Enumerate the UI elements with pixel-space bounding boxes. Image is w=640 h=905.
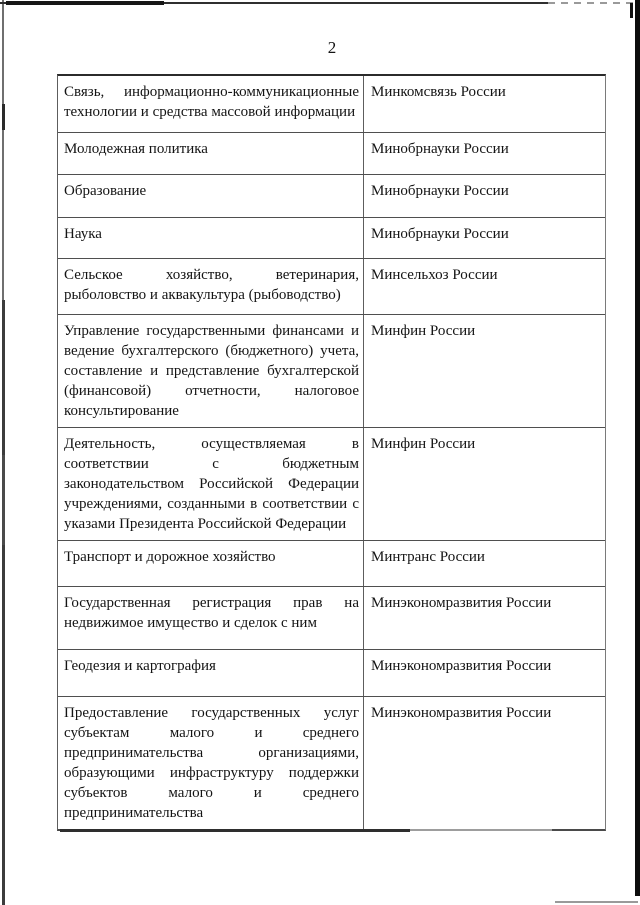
table-row bbox=[58, 650, 605, 697]
scan-edge-top-dashes bbox=[548, 2, 640, 4]
activity-cell: Сельское хозяйство, ветеринария, рыболовство и аквакультура (рыбоводство) bbox=[58, 259, 364, 314]
activity-cell: Управление государственными финансами и ведение бухгалтерского (бюджетного) учета, составление и представление бухгалтерской (финансовой) отчетности, налоговое консультирование bbox=[58, 315, 364, 427]
table-row bbox=[58, 175, 605, 218]
ministry-cell: Минэкономразвития России bbox=[371, 595, 552, 611]
scan-line-bottom-right bbox=[555, 901, 638, 903]
ministry-cell: Минфин России bbox=[371, 323, 476, 339]
page-number: 2 bbox=[327, 38, 337, 57]
scan-edge-top-thick bbox=[6, 1, 164, 5]
ministry-cell: Минтранс России bbox=[371, 549, 485, 565]
table-row bbox=[58, 259, 605, 315]
activity-cell: Наука bbox=[58, 218, 364, 258]
scan-edge-left-dark bbox=[2, 300, 5, 905]
ministry-cell: Минобрнауки России bbox=[371, 141, 509, 157]
activity-cell: Государственная регистрация прав на недвижимое имущество и сделок с ним bbox=[58, 587, 364, 649]
scan-mark-left bbox=[2, 455, 5, 545]
activity-cell: Деятельность, осуществляемая в соответствии с бюджетным законодательством Российской Федерации учреждениями, созданными в соответствии с указами Президента Российской Федерации bbox=[58, 428, 364, 540]
table-row bbox=[58, 315, 605, 428]
table-row bbox=[58, 541, 605, 587]
table-row bbox=[58, 76, 605, 133]
activity-cell: Геодезия и картография bbox=[58, 650, 364, 696]
scan-table-bottom-dark bbox=[60, 829, 410, 832]
scan-mark-left bbox=[2, 104, 5, 130]
table-row bbox=[58, 428, 605, 541]
ministry-cell: Минфин России bbox=[371, 436, 476, 452]
ministry-cell: Минкомсвязь России bbox=[371, 84, 506, 100]
scan-edge-right bbox=[635, 0, 640, 896]
ministry-cell: Минобрнауки России bbox=[371, 226, 509, 242]
scan-table-bottom-light bbox=[410, 829, 552, 831]
activity-ministry-table bbox=[57, 74, 606, 831]
ministry-cell: Минобрнауки России bbox=[371, 183, 509, 199]
ministry-cell: Минэкономразвития России bbox=[371, 705, 552, 721]
activity-cell: Предоставление государственных услуг субъектам малого и среднего предпринимательства организациями, образующими инфраструктуру поддержки субъектов малого и среднего предпринимательства bbox=[58, 697, 364, 829]
ministry-cell: Минсельхоз России bbox=[371, 267, 498, 283]
table-row bbox=[58, 697, 605, 829]
activity-cell: Транспорт и дорожное хозяйство bbox=[58, 541, 364, 586]
ministry-cell: Минэкономразвития России bbox=[371, 658, 552, 674]
table-row bbox=[58, 133, 605, 175]
table-row bbox=[58, 218, 605, 259]
table-row bbox=[58, 587, 605, 650]
activity-cell: Молодежная политика bbox=[58, 133, 364, 174]
activity-cell: Образование bbox=[58, 175, 364, 217]
scan-tick-top-right bbox=[630, 3, 633, 18]
activity-cell: Связь, информационно-коммуникационные технологии и средства массовой информации bbox=[58, 76, 364, 132]
